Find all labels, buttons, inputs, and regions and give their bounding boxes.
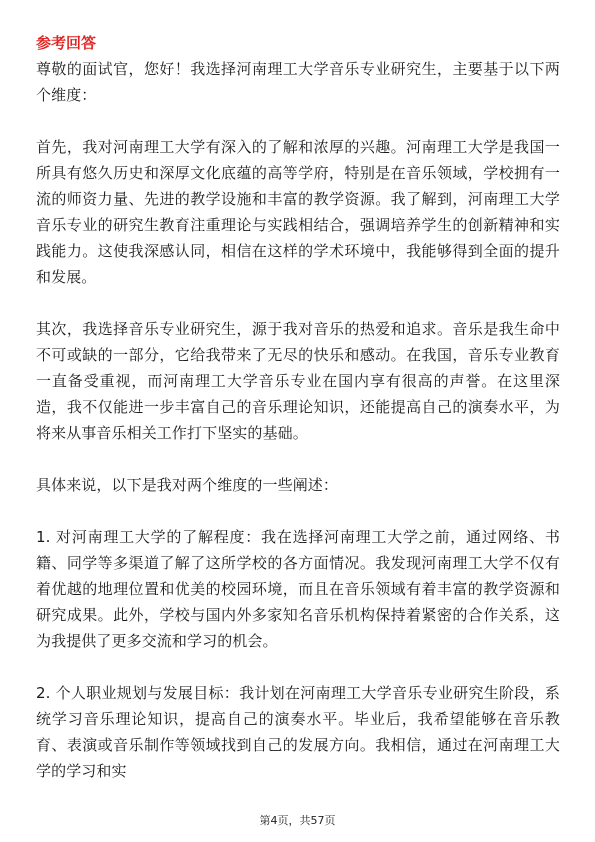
paragraph-second-reason: 其次，我选择音乐专业研究生，源于我对音乐的热爱和追求。音乐是我生命中不可或缺的一部分，它给我带来了无尽的快乐和感动。在我国，音乐专业教育一直备受重视，而河南理工大学音乐专业在国内享有很高的声誉。在这里深造，我不仅能进一步丰富自己的音乐理论知识，还能提高自己的演奏水平，为将来从事音乐相关工作打下坚实的基础。 — [36, 320, 560, 442]
page-number-footer: 第4页，共57页 — [259, 814, 336, 827]
paragraph-point-1: 1. 对河南理工大学的了解程度：我在选择河南理工大学之前，通过网络、书籍、同学等多渠道了解了这所学校的各方面情况。我发现河南理工大学不仅有着优越的地理位置和优美的校园环境，而且在音乐领域有着丰富的教学资源和研究成果。此外，学校与国内外多家知名音乐机构保持着紧密的合作关系，这为我提供了更多交流和学习的机会。 — [36, 528, 560, 650]
paragraph-point-2: 2. 个人职业规划与发展目标：我计划在河南理工大学音乐专业研究生阶段，系统学习音乐理论知识，提高自己的演奏水平。毕业后，我希望能够在音乐教育、表演或音乐制作等领域找到自己的发展方向。我相信，通过在河南理工大学的学习和实 — [36, 684, 560, 780]
paragraph-intro: 尊敬的面试官，您好！我选择河南理工大学音乐专业研究生，主要基于以下两个维度： — [36, 60, 560, 104]
paragraph-first-reason: 首先，我对河南理工大学有深入的了解和浓厚的兴趣。河南理工大学是我国一所具有悠久历史和深厚文化底蕴的高等学府，特别是在音乐领域，学校拥有一流的师资力量、先进的教学设施和丰富的教学资源。我了解到，河南理工大学音乐专业的研究生教育注重理论与实践相结合，强调培养学生的创新精神和实践能力。这使我深感认同，相信在这样的学术环境中，我能够得到全面的提升和发展。 — [36, 138, 560, 286]
answer-heading: 参考回答 — [36, 34, 97, 52]
document-body — [36, 30, 560, 784]
paragraph-details-intro: 具体来说，以下是我对两个维度的一些阐述： — [36, 476, 339, 494]
